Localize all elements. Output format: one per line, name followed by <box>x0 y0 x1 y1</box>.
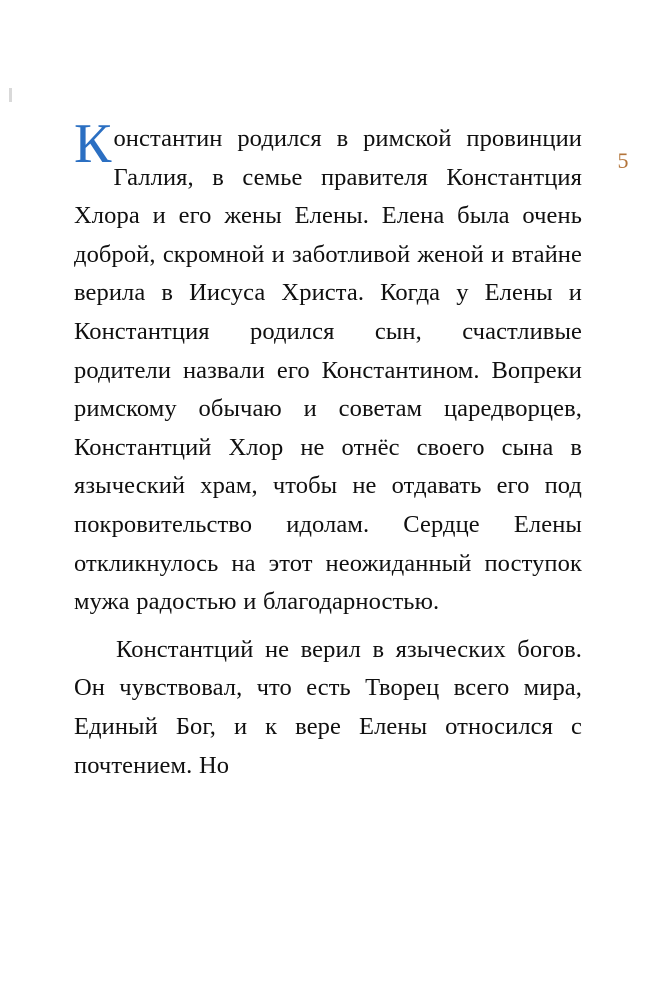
text-column <box>74 113 582 785</box>
paragraph-1-text: онстантин родился в римской провинции Галлия, в семье правителя Константция Хлора и его жены Елены. Елена была очень доброй, скромной и заботливой женой и втайне верила в Иисуса Христа. Когда у Елены и Константция родился сын, счастливые родители назвали его Константином. Вопреки римскому обычаю и советам царедворцев, Константций Хлор не отнёс своего сына в языческий храм, чтобы не отдавать его под покровительство идолам. Сердце Елены откликнулось на этот неожиданный поступок мужа радостью и благодарностью. <box>74 125 582 616</box>
paragraph-1 <box>74 113 582 622</box>
paragraph-2 <box>74 631 582 785</box>
paragraph-2-text: Константций не верил в языческих богов. Он чувствовал, что есть Творец всего мира, Единый Бог, и к вере Елены относился с почтением. Но <box>74 635 582 779</box>
page-number: 5 <box>617 148 629 173</box>
page-edge-mark <box>9 88 12 102</box>
drop-cap-letter: К <box>74 113 112 175</box>
